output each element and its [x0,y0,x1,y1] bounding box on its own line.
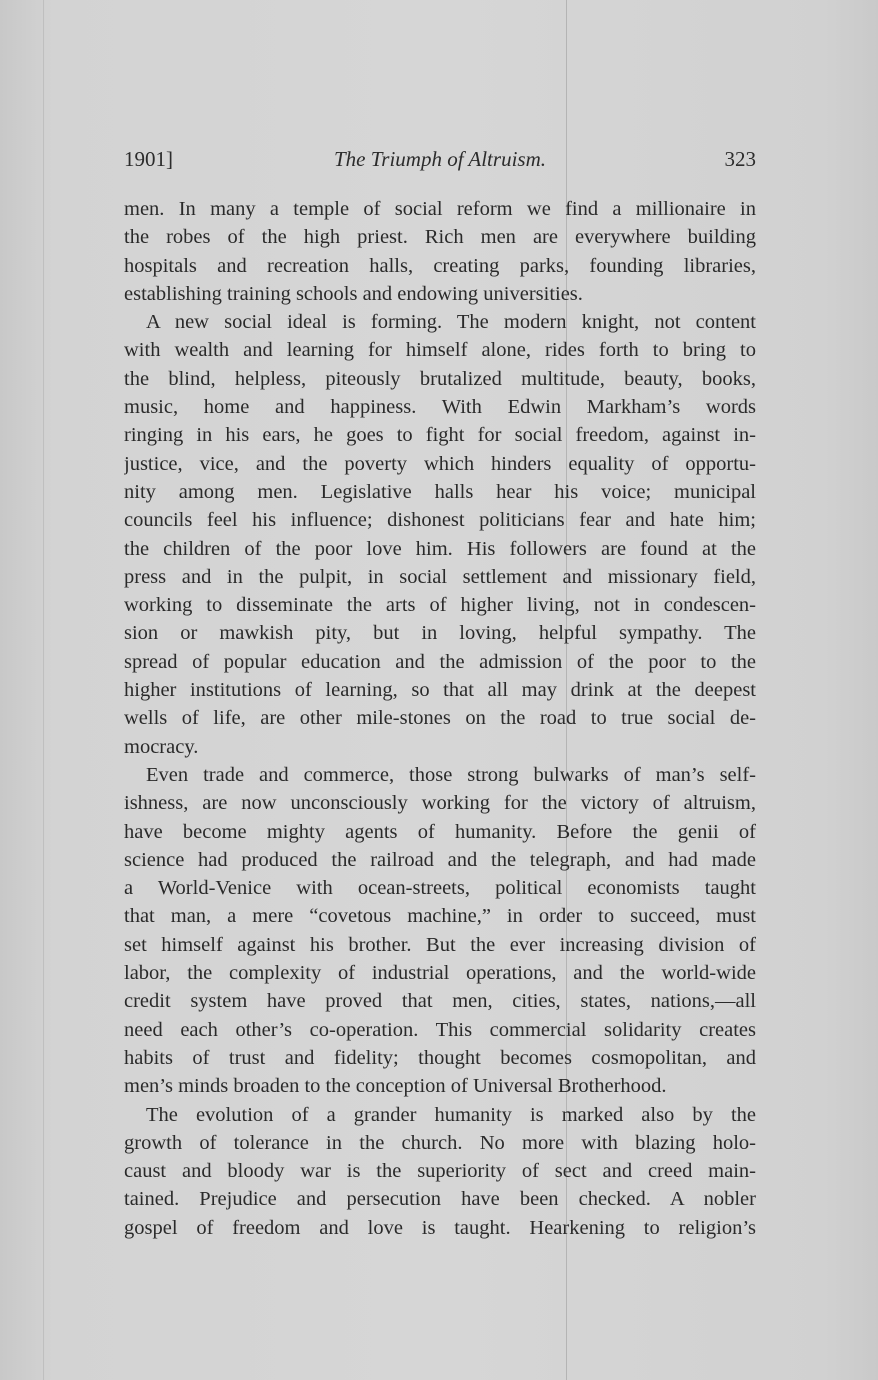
text-line: credit system have proved that men, cities, states, nations,—all [124,990,756,1013]
text-line: the robes of the high priest. Rich men are everywhere building [124,226,756,249]
running-header [124,147,756,175]
header-year: 1901] [124,147,173,171]
text-line: Even trade and commerce, those strong bulwarks of man’s self- [146,763,756,786]
text-line: councils feel his influence; dishonest politicians fear and hate him; [124,509,756,532]
text-line: A new social ideal is forming. The modern knight, not content [146,311,756,334]
text-line: science had produced the railroad and the telegraph, and had made [124,848,756,871]
text-line: men. In many a temple of social reform we find a millionaire in [124,198,756,220]
text-line: working to disseminate the arts of higher living, not in condescen- [124,594,756,617]
text-line: have become mighty agents of humanity. Before the genii of [124,820,756,843]
text-line: caust and bloody war is the superiority of sect and creed main- [124,1160,756,1183]
text-line: gospel of freedom and love is taught. Hearkening to religion’s [124,1216,756,1239]
text-line: tained. Prejudice and persecution have been checked. A nobler [124,1188,756,1211]
text-line: need each other’s co-operation. This commercial solidarity creates [124,1018,756,1041]
text-line: labor, the complexity of industrial operations, and the world-wide [124,962,756,985]
text-line: establishing training schools and endowing universities. [124,282,583,305]
text-line: higher institutions of learning, so that all may drink at the deepest [124,679,756,702]
text-line: hospitals and recreation halls, creating parks, founding libraries, [124,254,756,277]
header-title: The Triumph of Altruism. [334,147,546,171]
text-line: spread of popular education and the admission of the poor to the [124,650,756,673]
text-line: sion or mawkish pity, but in loving, helpful sympathy. The [124,622,756,645]
text-line: press and in the pulpit, in social settlement and missionary field, [124,565,756,588]
text-line: music, home and happiness. With Edwin Markham’s words [124,396,756,419]
text-line: growth of tolerance in the church. No more with blazing holo- [124,1131,756,1154]
text-line: set himself against his brother. But the ever increasing division of [124,933,756,956]
text-line: ringing in his ears, he goes to fight for social freedom, against in- [124,424,756,447]
text-line: The evolution of a grander humanity is marked also by the [146,1103,756,1126]
text-line: ishness, are now unconsciously working for the victory of altruism, [124,792,756,815]
text-line: the children of the poor love him. His followers are found at the [124,537,756,560]
text-line: habits of trust and fidelity; thought becomes cosmopolitan, and [124,1046,756,1069]
body-text [124,195,756,1242]
text-line: with wealth and learning for himself alone, rides forth to bring to [124,339,756,362]
text-line: that man, a mere “covetous machine,” in order to succeed, must [124,905,756,928]
scan-edge-line [43,0,44,1380]
text-line: a World-Venice with ocean-streets, political economists taught [124,877,756,900]
text-line: the blind, helpless, piteously brutalized multitude, beauty, books, [124,367,756,390]
text-line: nity among men. Legislative halls hear his voice; municipal [124,480,756,503]
text-line: mocracy. [124,735,199,758]
text-line: wells of life, are other mile-stones on the road to true social de- [124,707,756,730]
page-number: 323 [724,147,756,171]
text-line: men’s minds broaden to the conception of Universal Brotherhood. [124,1075,667,1098]
text-line: justice, vice, and the poverty which hinders equality of opportu- [124,452,756,475]
